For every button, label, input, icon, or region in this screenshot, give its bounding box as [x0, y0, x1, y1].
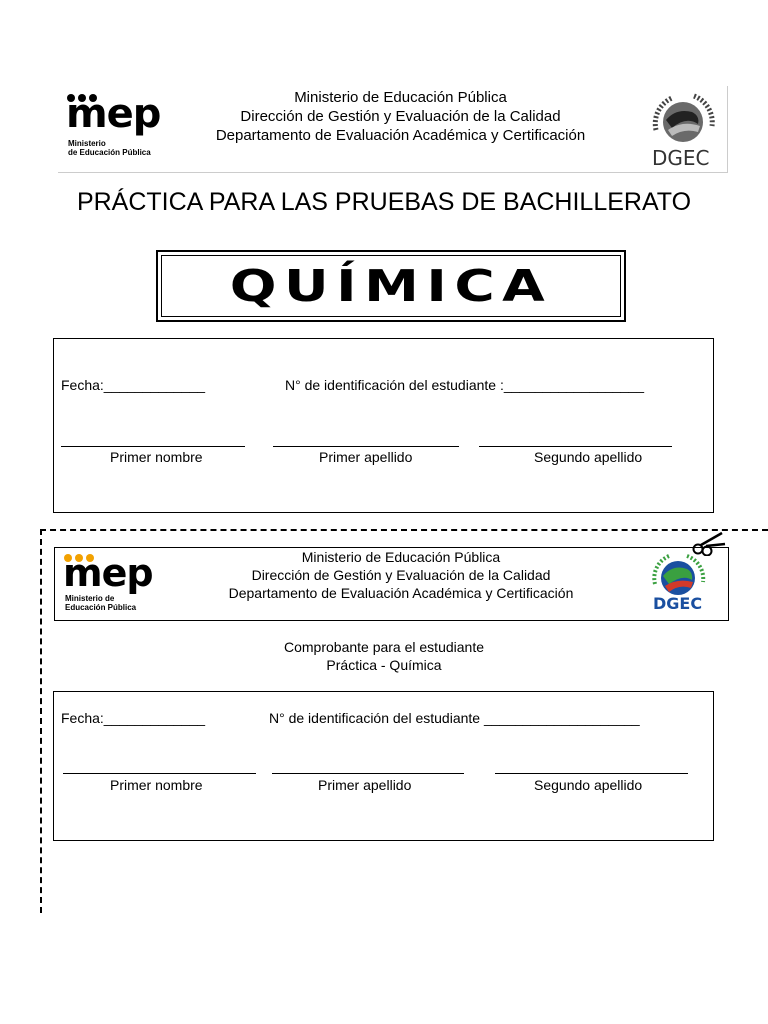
receipt-header [54, 547, 729, 621]
receipt-first-name-label: Primer nombre [110, 777, 203, 793]
receipt-second-surname-line[interactable] [495, 773, 688, 774]
first-surname-label: Primer apellido [319, 449, 413, 465]
receipt-dgec-logo [645, 552, 711, 614]
mep-logo-sub2: de Educación Pública [68, 148, 151, 157]
second-surname-label: Segundo apellido [534, 449, 643, 465]
receipt-header-text [167, 548, 635, 602]
second-surname-line[interactable] [479, 446, 672, 447]
receipt-form [53, 691, 714, 841]
receipt-caption-1: Comprobante para el estudiante [283, 639, 485, 655]
receipt-first-name-line[interactable] [63, 773, 256, 774]
cut-line-top [40, 529, 768, 531]
student-id-field[interactable]: N° de identificación del estudiante :__________________ [285, 377, 644, 393]
student-form [53, 338, 714, 513]
header-text [158, 88, 643, 145]
header-line-1: Ministerio de Educación Pública [294, 89, 507, 106]
receipt-header-line-3: Departamento de Evaluación Académica y Certificación [228, 585, 574, 601]
dgec-label: DGEC [652, 146, 710, 170]
receipt-header-line-2: Dirección de Gestión y Evaluación de la Calidad [251, 567, 551, 583]
receipt-caption-2: Práctica - Química [326, 657, 442, 673]
receipt-student-id-field[interactable]: N° de identificación del estudiante ____________________ [269, 710, 640, 726]
cut-line-left [40, 529, 42, 913]
mep-logo-word: mep [66, 91, 161, 137]
receipt-dgec-globe-icon [645, 552, 711, 598]
receipt-header-line-1: Ministerio de Educación Pública [301, 549, 501, 565]
first-name-line[interactable] [61, 446, 245, 447]
subject-title: QUÍMICA [229, 260, 553, 312]
receipt-first-surname-line[interactable] [272, 773, 464, 774]
mep-logo [66, 91, 161, 166]
dgec-logo [642, 90, 724, 168]
first-name-label: Primer nombre [110, 449, 203, 465]
receipt-date-field[interactable]: Fecha:_____________ [61, 710, 206, 726]
receipt-mep-logo [63, 552, 163, 618]
date-field[interactable]: Fecha:_____________ [61, 377, 206, 393]
header-line-2: Dirección de Gestión y Evaluación de la Calidad [240, 108, 561, 125]
receipt-mep-logo-sub2: Educación Pública [65, 603, 137, 612]
receipt-dgec-label: DGEC [653, 594, 703, 613]
receipt-mep-logo-sub1: Ministerio de [65, 594, 115, 603]
receipt-first-surname-label: Primer apellido [318, 777, 412, 793]
first-surname-line[interactable] [273, 446, 459, 447]
subject-banner [156, 250, 626, 322]
dgec-globe-icon [642, 90, 724, 150]
mep-logo-sub1: Ministerio [68, 139, 106, 148]
receipt-mep-logo-word: mep [63, 551, 153, 595]
receipt-second-surname-label: Segundo apellido [534, 777, 643, 793]
header-line-3: Departamento de Evaluación Académica y Certificación [215, 127, 586, 144]
top-header [58, 86, 728, 173]
page-title: PRÁCTICA PARA LAS PRUEBAS DE BACHILLERATO [76, 188, 692, 216]
receipt-caption [0, 638, 768, 674]
